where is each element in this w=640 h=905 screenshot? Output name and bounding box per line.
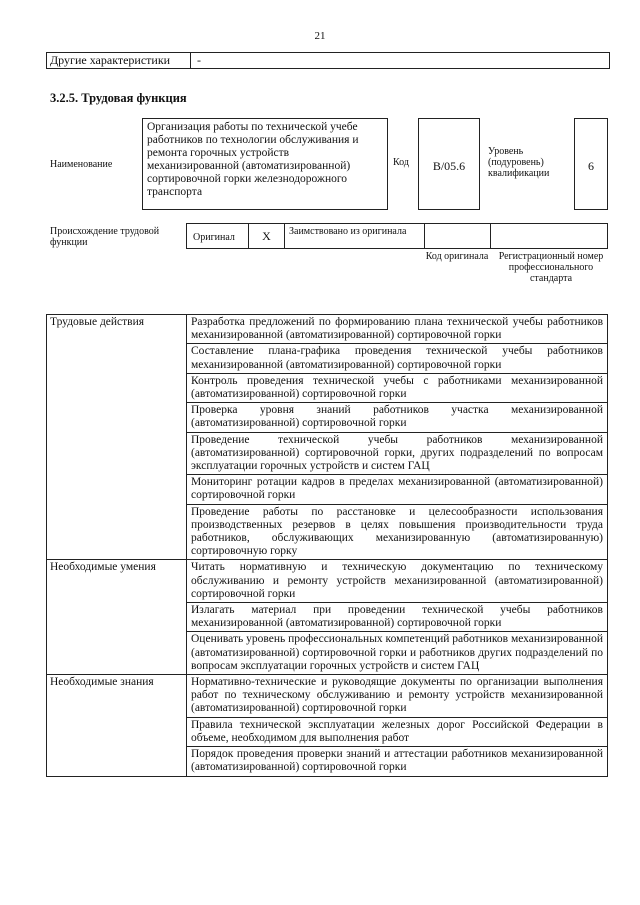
original-label: Оригинал <box>186 223 248 249</box>
origin-label: Происхождение трудовой функции <box>50 226 160 248</box>
table-item: Проведение технической учебы работников механизированной (автоматизированной) сортировочной горки, других подразделений по вопросам эксплуатации горочных устройств и систем ГАЦ <box>187 432 608 475</box>
table-item: Разработка предложений по формированию плана технической учебы работников механизированной (автоматизированной) сортировочной горки <box>187 315 608 344</box>
table-row <box>47 315 608 344</box>
table-item: Контроль проведения технической учебы с работниками механизированной (автоматизированной) сортировочной горки <box>187 373 608 402</box>
page-number: 21 <box>314 30 326 42</box>
table-item: Нормативно-технические и руководящие документы по организации выполнения работ по техническому обслуживанию и ремонту устройств механизированной (автоматизированной) сортировочной горки <box>187 675 608 718</box>
other-characteristics-value: - <box>197 53 201 67</box>
borrowed-label: Заимствовано из оригинала <box>284 223 424 249</box>
code-value: B/05.6 <box>418 118 480 210</box>
qualification-level-label: Уровень (подуровень) квалификации <box>488 146 550 179</box>
original-mark: X <box>248 223 284 249</box>
category-label: Необходимые умения <box>47 560 187 675</box>
category-label: Трудовые действия <box>47 315 187 560</box>
section-heading: 3.2.5. Трудовая функция <box>50 91 187 105</box>
name-label: Наименование <box>50 159 113 170</box>
table-row <box>47 675 608 718</box>
table-item: Излагать материал при проведении технической учебы работников механизированной (автоматизированной) сортировочной горки <box>187 603 608 632</box>
table-item: Оценивать уровень профессиональных компетенций работников механизированной (автоматизированной) сортировочной горки и работников других подразделений по вопросам эксплуатации горочных устройств и систем ГАЦ <box>187 632 608 675</box>
labor-function-table <box>46 314 608 777</box>
table-item: Проверка уровня знаний работников участка механизированной (автоматизированной) сортировочной горки <box>187 403 608 432</box>
table-item: Составление плана-графика проведения технической учебы работников механизированной (автоматизированной) сортировочной горки <box>187 344 608 373</box>
other-characteristics-label: Другие характеристики <box>47 53 191 68</box>
table-item: Правила технической эксплуатации железных дорог Российской Федерации в объеме, необходимом для выполнения работ <box>187 717 608 746</box>
other-characteristics-row <box>46 52 610 69</box>
table-row <box>47 560 608 603</box>
code-label: Код <box>393 157 409 168</box>
category-label: Необходимые знания <box>47 675 187 776</box>
table-item: Порядок проведения проверки знаний и аттестации работников механизированной (автоматизированной) сортировочной горки <box>187 747 608 776</box>
table-item: Проведение работы по расстановке и целесообразности использования производственных резервов в целях повышения производительности труда работников, обслуживающих механизированную (автоматизированную) сортировочную горку <box>187 504 608 560</box>
table-item: Читать нормативную и техническую документацию по техническому обслуживанию и ремонту устройств механизированной (автоматизированной) сортировочной горки <box>187 560 608 603</box>
original-code-cell <box>424 223 490 249</box>
registration-number-caption: Регистрационный номер профессионального стандарта <box>498 251 604 284</box>
name-value: Организация работы по технической учебе работников по технологии обслуживания и ремонта горочных устройств механизированной (автоматизированной) сортировочной горки железнодорожного транспорта <box>142 118 388 210</box>
qualification-level-value: 6 <box>574 118 608 210</box>
table-item: Мониторинг ротации кадров в пределах механизированной (автоматизированной) сортировочной горки <box>187 475 608 504</box>
registration-number-cell <box>490 223 608 249</box>
origin-table <box>186 223 608 249</box>
original-code-caption: Код оригинала <box>425 251 489 262</box>
